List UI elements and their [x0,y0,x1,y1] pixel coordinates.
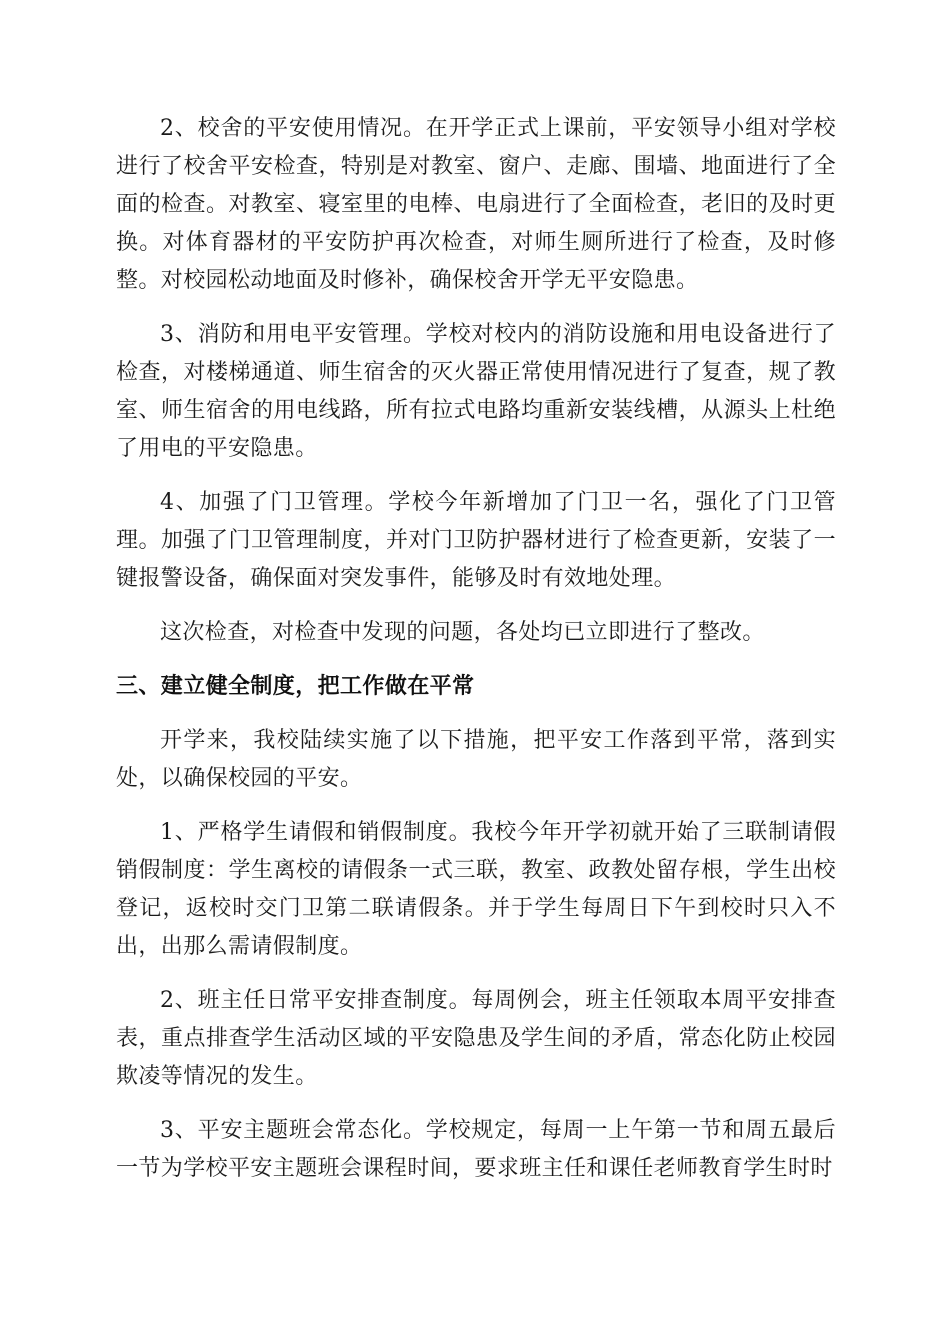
document-body [116,110,836,1204]
paragraph-school-building-safety: 2、校舍的平安使用情况。在开学正式上课前，平安领导小组对学校进行了校舍平安检查，特别是对教室、窗户、走廊、围墙、地面进行了全面的检查。对教室、寝室里的电棒、电扇进行了全面检查，老旧的及时更换。对体育器材的平安防护再次检查，对师生厕所进行了检查，及时修整。对校园松动地面及时修补，确保校舍开学无平安隐患。 [116,116,836,293]
paragraph-gate-guard-management: 4、加强了门卫管理。学校今年新增加了门卫一名，强化了门卫管理。加强了门卫管理制度，并对门卫防护器材进行了检查更新，安装了一键报警设备，确保面对突发事件，能够及时有效地处理。 [116,490,836,591]
paragraph-leave-system: 1、严格学生请假和销假制度。我校今年开学初就开始了三联制请假销假制度：学生离校的请假条一式三联，教室、政教处留存根，学生出校登记，返校时交门卫第二联请假条。并于学生每周日下午到校时只入不出，出那么需请假制度。 [116,820,836,959]
paragraph-teacher-safety-check: 2、班主任日常平安排查制度。每周例会，班主任领取本周平安排查表，重点排查学生活动区域的平安隐患及学生间的矛盾，常态化防止校园欺凌等情况的发生。 [116,988,836,1089]
paragraph-fire-electricity-safety: 3、消防和用电平安管理。学校对校内的消防设施和用电设备进行了检查，对楼梯通道、师生宿舍的灭火器正常使用情况进行了复查，规了教室、师生宿舍的用电线路，所有拉式电路均重新安装线槽，从源头上杜绝了用电的平安隐患。 [116,322,836,461]
section-heading: 三、建立健全制度，把工作做在平常 [116,674,475,699]
paragraph-inspection-rectification: 这次检查，对检查中发现的问题，各处均已立即进行了整改。 [160,620,765,645]
paragraph-safety-class-meeting: 3、平安主题班会常态化。学校规定，每周一上午第一节和周五最后一节为学校平安主题班会课程时间，要求班主任和课任老师教育学生时时 [116,1118,836,1181]
paragraph-measures-intro: 开学来，我校陆续实施了以下措施，把平安工作落到平常，落到实处，以确保校园的平安。 [116,728,836,791]
